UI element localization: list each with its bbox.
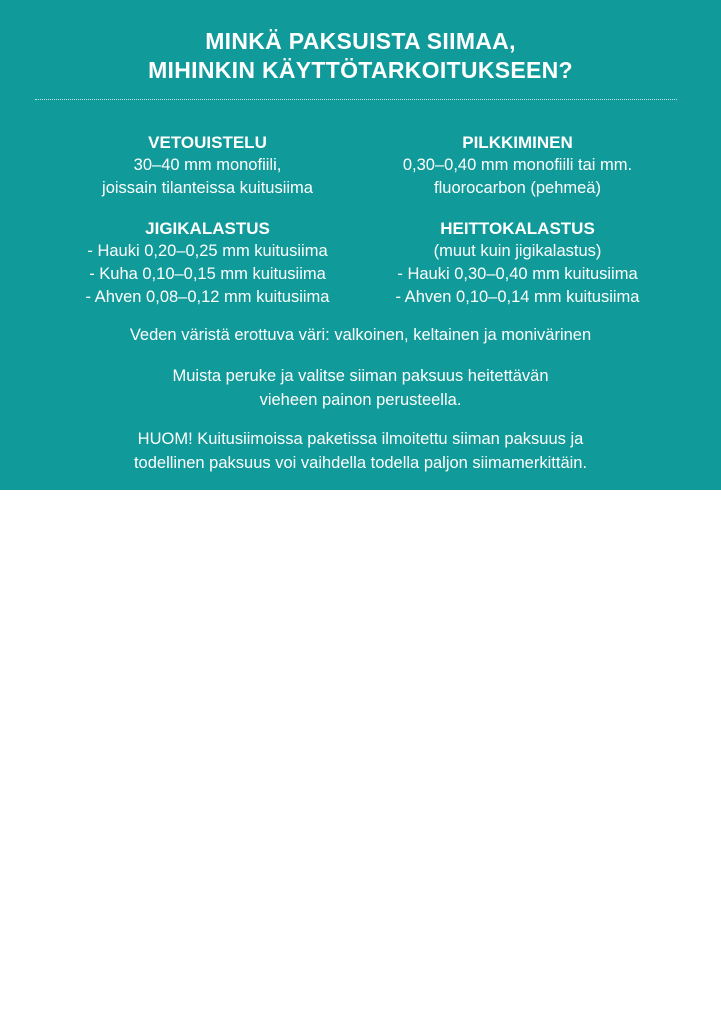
section-heading: PILKKIMINEN — [462, 133, 573, 152]
note-text: Muista peruke ja valitse siiman paksuus heitettävän — [172, 367, 549, 385]
title-line-1: MINKÄ PAKSUISTA SIIMAA, — [205, 28, 516, 54]
section-line: 0,30–0,40 mm monofiili tai mm. — [402, 156, 633, 174]
info-panel — [0, 0, 721, 490]
section-line: - Hauki 0,20–0,25 mm kuitusiima — [87, 242, 328, 260]
note-text: Veden väristä erottuva väri: valkoinen, keltainen ja monivärinen — [129, 326, 592, 344]
section-line: - Kuha 0,10–0,15 mm kuitusiima — [89, 265, 326, 283]
section-heading: JIGIKALASTUS — [145, 219, 270, 238]
section-heading: VETOUISTELU — [148, 133, 267, 152]
note-warning — [30, 427, 691, 475]
section-vetouistelu — [30, 131, 385, 200]
title-line-2: MIHINKIN KÄYTTÖTARKOITUKSEEN? — [148, 57, 573, 83]
section-line: (muut kuin jigikalastus) — [433, 242, 602, 260]
page-title — [0, 27, 721, 85]
section-heittokalastus — [360, 217, 675, 309]
section-line: joissain tilanteissa kuitusiima — [102, 179, 313, 197]
note-text: HUOM! Kuitusiimoissa paketissa ilmoitettu siiman paksuus ja — [137, 430, 584, 448]
section-pilkkiminen — [360, 131, 675, 200]
section-heading: HEITTOKALASTUS — [440, 219, 595, 238]
section-line: - Ahven 0,10–0,14 mm kuitusiima — [395, 288, 640, 306]
note-line-color — [30, 323, 691, 347]
dotted-divider — [35, 99, 677, 100]
note-text: vieheen painon perusteella. — [259, 391, 462, 409]
section-line: - Ahven 0,08–0,12 mm kuitusiima — [85, 288, 330, 306]
note-leader — [30, 364, 691, 412]
section-jigikalastus — [30, 217, 385, 309]
section-line: 30–40 mm monofiili, — [133, 156, 282, 174]
note-text: todellinen paksuus voi vaihdella todella paljon siimamerkittäin. — [133, 454, 588, 472]
section-line: - Hauki 0,30–0,40 mm kuitusiima — [397, 265, 638, 283]
section-line: fluorocarbon (pehmeä) — [434, 179, 601, 197]
